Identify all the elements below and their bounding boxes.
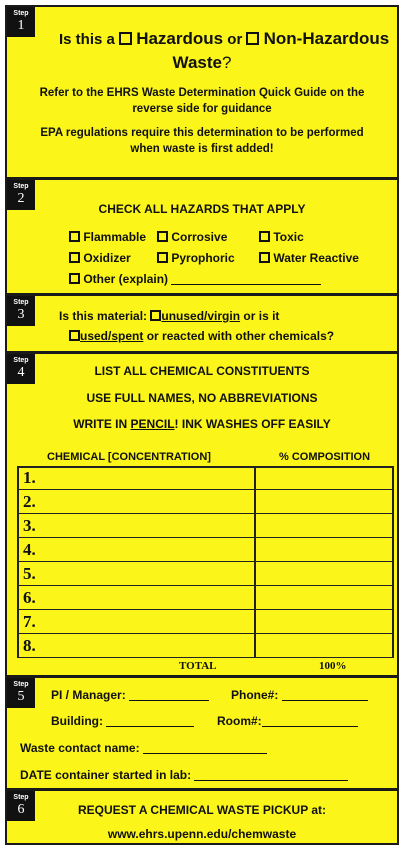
refer-guide-text: Refer to the EHRS Waste Determination Quick Guide on the reverse side for guidance [39, 87, 365, 115]
table-row[interactable] [17, 490, 393, 514]
phone-field[interactable] [231, 688, 368, 702]
pencil-text [7, 417, 397, 431]
hazard-question [59, 29, 389, 49]
question-mark: ? [221, 53, 232, 72]
pyrophoric-label: Pyrophoric [171, 251, 235, 265]
date-started-field[interactable] [20, 768, 348, 782]
hazard-water-reactive[interactable] [259, 251, 359, 265]
material-suffix: or reacted with other chemicals? [146, 329, 335, 343]
used-checkbox[interactable] [69, 330, 80, 341]
step-3-section [7, 296, 397, 351]
full-names-text: USE FULL NAMES, NO ABBREVIATIONS [86, 391, 318, 405]
material-mid: or is it [243, 309, 280, 323]
total-value: 100% [319, 660, 347, 672]
step-3-badge [7, 296, 35, 326]
step-2-badge-label: Step [13, 183, 29, 190]
step-6-badge-label: Step [13, 794, 29, 801]
phone-label: Phone#: [231, 688, 279, 702]
constituents-table [7, 466, 397, 658]
list-constituents-text: LIST ALL CHEMICAL CONSTITUENTS [94, 364, 310, 378]
step-4-number: 4 [17, 365, 25, 380]
question-prefix: Is this a [59, 31, 115, 48]
building-input[interactable] [106, 714, 194, 727]
hazardous-checkbox[interactable] [119, 32, 132, 45]
table-row[interactable] [17, 610, 393, 634]
row-number: 8. [23, 636, 36, 655]
waste-contact-field[interactable] [20, 741, 267, 755]
epa-text: EPA regulations require this determination to be performed when waste is first added! [40, 127, 364, 155]
other-explain-field[interactable] [171, 272, 321, 285]
waste-tag [5, 5, 399, 845]
step-3-number: 3 [17, 307, 25, 322]
row-number: 4. [23, 540, 36, 559]
non-hazardous-checkbox[interactable] [246, 32, 259, 45]
water-reactive-label: Water Reactive [273, 251, 359, 265]
oxidizer-label: Oxidizer [83, 251, 131, 265]
room-label: Room#: [217, 714, 262, 728]
table-row[interactable] [17, 466, 393, 490]
contact-label: Waste contact name: [20, 741, 140, 755]
col-chemical-header: CHEMICAL [CONCENTRATION] [47, 451, 211, 463]
row-number: 3. [23, 516, 36, 535]
total-label: TOTAL [179, 660, 217, 672]
table-row[interactable] [17, 514, 393, 538]
non-hazardous-label: Non-Hazardous [263, 29, 390, 48]
col-composition-header: % COMPOSITION [279, 451, 371, 463]
hazard-toxic[interactable] [259, 230, 304, 244]
step-4-section [7, 354, 397, 675]
other-label: Other (explain) [83, 272, 169, 286]
pickup-request-text: REQUEST A CHEMICAL WASTE PICKUP at: [77, 803, 327, 817]
toxic-checkbox[interactable] [259, 231, 270, 242]
building-field[interactable] [51, 714, 194, 728]
pi-label: PI / Manager: [51, 688, 126, 702]
table-row[interactable] [17, 562, 393, 586]
other-checkbox[interactable] [69, 273, 80, 284]
unused-checkbox[interactable] [150, 310, 161, 321]
row-number: 7. [23, 612, 36, 631]
material-prefix: Is this material: [59, 309, 148, 323]
waste-label: Waste [172, 53, 222, 72]
oxidizer-checkbox[interactable] [69, 252, 80, 263]
pencil-prefix: WRITE IN [73, 417, 128, 431]
step-2-section [7, 180, 397, 293]
step-5-badge-label: Step [13, 681, 29, 688]
step-5-section [7, 678, 397, 788]
toxic-label: Toxic [273, 230, 304, 244]
building-label: Building: [51, 714, 103, 728]
hazards-heading: CHECK ALL HAZARDS THAT APPLY [98, 202, 306, 216]
step-1-badge-label: Step [13, 10, 29, 17]
step-4-badge-label: Step [13, 357, 29, 364]
pi-input[interactable] [129, 688, 209, 701]
hazard-pyrophoric[interactable] [157, 251, 235, 265]
date-label: DATE container started in lab: [20, 768, 192, 782]
step-1-number: 1 [17, 18, 25, 33]
material-line-1 [59, 309, 279, 323]
row-number: 1. [23, 468, 36, 487]
step-3-badge-label: Step [13, 299, 29, 306]
contact-input[interactable] [143, 741, 267, 754]
row-number: 2. [23, 492, 36, 511]
date-input[interactable] [194, 768, 348, 781]
pencil-word: PENCIL [130, 417, 175, 431]
room-field[interactable] [217, 714, 358, 728]
table-row[interactable] [17, 634, 393, 658]
table-row[interactable] [17, 538, 393, 562]
hazard-flammable[interactable] [69, 230, 146, 244]
row-number: 5. [23, 564, 36, 583]
question-or: or [227, 31, 243, 48]
step-1-section [7, 7, 397, 180]
corrosive-label: Corrosive [171, 230, 228, 244]
hazardous-label: Hazardous [136, 29, 224, 48]
table-row[interactable] [17, 586, 393, 610]
pickup-url-link[interactable]: www.ehrs.upenn.edu/chemwaste [107, 827, 297, 841]
step-1-badge [7, 7, 35, 37]
row-number: 6. [23, 588, 36, 607]
waste-word [7, 53, 397, 73]
used-label: used/spent [80, 329, 144, 343]
step-2-number: 2 [17, 191, 25, 206]
pencil-suffix: ! INK WASHES OFF EASILY [174, 417, 331, 431]
step-6-section [7, 791, 397, 843]
material-line-2 [69, 329, 334, 343]
pyrophoric-checkbox[interactable] [157, 252, 168, 263]
pi-manager-field[interactable] [51, 688, 209, 702]
step-6-number: 6 [17, 802, 25, 817]
hazard-oxidizer[interactable] [69, 251, 131, 265]
room-input[interactable] [262, 714, 358, 727]
corrosive-checkbox[interactable] [157, 231, 168, 242]
step-5-number: 5 [17, 689, 25, 704]
unused-label: unused/virgin [161, 309, 241, 323]
hazard-other[interactable] [69, 272, 321, 286]
water-reactive-checkbox[interactable] [259, 252, 270, 263]
flammable-label: Flammable [83, 230, 147, 244]
step-5-badge [7, 678, 35, 708]
flammable-checkbox[interactable] [69, 231, 80, 242]
hazard-corrosive[interactable] [157, 230, 227, 244]
phone-input[interactable] [282, 688, 368, 701]
